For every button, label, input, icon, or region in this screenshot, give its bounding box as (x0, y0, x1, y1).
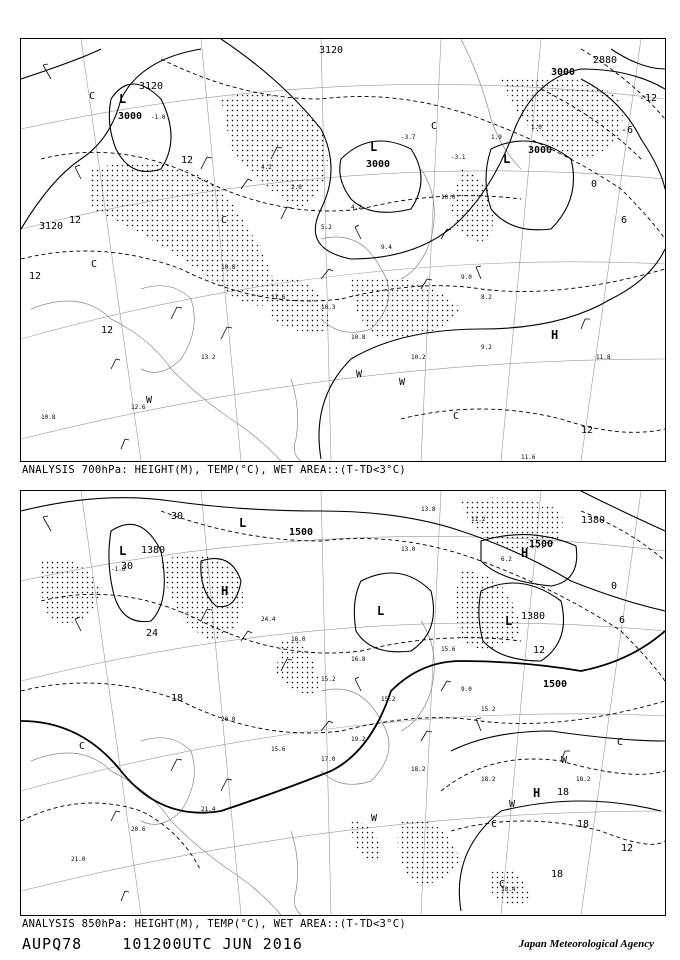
low-marker: L (503, 152, 511, 166)
cold-marker: C (221, 215, 228, 226)
temp-label: 30 (121, 561, 134, 572)
cold-marker: C (453, 411, 460, 422)
temp-label: 12 (581, 425, 594, 436)
height-label: 2880 (593, 55, 618, 66)
low-marker: L (377, 604, 385, 618)
svg-text:1.9: 1.9 (491, 134, 502, 141)
temp-label: 18 (171, 693, 184, 704)
warm-marker: W (399, 377, 406, 388)
svg-text:15.2: 15.2 (481, 706, 496, 713)
high-marker: H (551, 328, 559, 342)
cold-marker: C (79, 741, 86, 752)
svg-text:10.8: 10.8 (221, 264, 236, 271)
svg-text:9.0: 9.0 (461, 274, 472, 281)
caption-850hpa: ANALYSIS 850hPa: HEIGHT(M), TEMP(°C), WET AREA::(T-TD<3°C) (22, 918, 407, 930)
svg-text:10.0: 10.0 (441, 194, 456, 201)
cold-marker: C (491, 819, 498, 830)
svg-text:13.2: 13.2 (201, 354, 216, 361)
svg-text:13.0: 13.0 (401, 546, 416, 553)
svg-text:18.0: 18.0 (291, 636, 306, 643)
temp-label: 12 (621, 843, 634, 854)
svg-text:24.4: 24.4 (261, 616, 276, 623)
svg-text:12.6: 12.6 (131, 404, 146, 411)
svg-text:9.4: 9.4 (381, 244, 392, 251)
latlon-grid (21, 491, 665, 915)
svg-text:11.8: 11.8 (596, 354, 611, 361)
high-marker: H (521, 546, 529, 560)
svg-text:18.2: 18.2 (411, 766, 426, 773)
height-label: 1380 (581, 515, 606, 526)
temp-label: 0 (611, 581, 618, 592)
warm-marker: W (146, 395, 153, 406)
temp-label: 12 (69, 215, 82, 226)
svg-text:-3.7: -3.7 (401, 134, 416, 141)
agency-name: Japan Meteorological Agency (518, 938, 654, 950)
svg-text:15.6: 15.6 (271, 746, 286, 753)
svg-text:9.0: 9.0 (461, 686, 472, 693)
svg-text:21.0: 21.0 (71, 856, 86, 863)
wet-areas (40, 498, 563, 905)
cold-marker: C (89, 91, 96, 102)
svg-text:-1.0: -1.0 (111, 566, 126, 573)
height-label: 3000 (551, 67, 576, 78)
temp-label: 12 (101, 325, 114, 336)
svg-text:-3.1: -3.1 (451, 154, 466, 161)
temp-label: -12 (639, 93, 658, 104)
temp-label: 12 (533, 645, 546, 656)
station-plots (71, 506, 591, 893)
svg-text:5.2: 5.2 (321, 224, 332, 231)
map-850hpa (21, 491, 665, 915)
chart-datetime: 101200UTC JUN 2016 (122, 935, 303, 953)
height-contours (21, 491, 665, 911)
svg-text:1.0: 1.0 (531, 124, 542, 131)
warm-marker: W (356, 369, 363, 380)
low-marker: L (370, 140, 378, 154)
temp-label: 12 (181, 155, 194, 166)
height-label: 3000 (366, 159, 391, 170)
svg-text:15.2: 15.2 (381, 696, 396, 703)
svg-text:-1.0: -1.0 (151, 114, 166, 121)
height-label: 3120 (139, 81, 164, 92)
svg-text:15.2: 15.2 (321, 676, 336, 683)
svg-text:10.3: 10.3 (321, 304, 336, 311)
svg-text:17.0: 17.0 (321, 756, 336, 763)
svg-text:15.6: 15.6 (441, 646, 456, 653)
warm-marker: W (371, 813, 378, 824)
high-marker: H (533, 786, 541, 800)
temp-label: 24 (146, 628, 159, 639)
chart-700hpa (20, 38, 666, 462)
temp-label: 0 (591, 179, 598, 190)
height-label: 3120 (39, 221, 64, 232)
warm-marker: W (561, 755, 568, 766)
height-label: 1500 (289, 527, 314, 538)
height-label: 1380 (521, 611, 546, 622)
low-marker: L (119, 92, 127, 106)
height-label: 3000 (528, 145, 553, 156)
cold-marker: C (617, 737, 624, 748)
temp-label: -6 (621, 125, 634, 136)
low-marker: L (239, 516, 247, 530)
svg-text:11.2: 11.2 (471, 516, 486, 523)
svg-text:11.6: 11.6 (521, 454, 536, 461)
isotherms (21, 511, 665, 871)
height-label: 3120 (319, 45, 344, 56)
temp-label: 18 (557, 787, 570, 798)
svg-text:20.0: 20.0 (221, 716, 236, 723)
svg-text:20.6: 20.6 (131, 826, 146, 833)
svg-text:18.2: 18.2 (481, 776, 496, 783)
svg-text:10.8: 10.8 (41, 414, 56, 421)
svg-text:21.4: 21.4 (201, 806, 216, 813)
caption-700hpa: ANALYSIS 700hPa: HEIGHT(M), TEMP(°C), WET AREA::(T-TD<3°C) (22, 464, 407, 476)
height-label: 1500 (529, 539, 554, 550)
temp-label: 6 (619, 615, 626, 626)
svg-text:19.2: 19.2 (351, 736, 366, 743)
temp-label: 18 (551, 869, 564, 880)
thermal-markers (79, 737, 623, 890)
high-marker: H (221, 584, 229, 598)
svg-text:13.8: 13.8 (421, 506, 436, 513)
svg-text:9.2: 9.2 (481, 344, 492, 351)
cold-marker: C (91, 259, 98, 270)
temp-label: 18 (577, 819, 590, 830)
svg-text:11.6: 11.6 (271, 294, 286, 301)
cold-marker: C (499, 879, 506, 890)
temp-label: 12 (29, 271, 42, 282)
map-700hpa (21, 39, 665, 461)
height-label: 1500 (543, 679, 568, 690)
svg-text:18.4: 18.4 (501, 886, 516, 893)
svg-text:4.2: 4.2 (351, 204, 362, 211)
svg-text:16.8: 16.8 (351, 656, 366, 663)
temp-label: 30 (171, 511, 184, 522)
chart-code-datetime (22, 935, 303, 953)
height-label: 3000 (118, 111, 143, 122)
chart-850hpa (20, 490, 666, 916)
svg-text:6.2: 6.2 (501, 556, 512, 563)
svg-text:4.2: 4.2 (261, 164, 272, 171)
svg-text:8.2: 8.2 (481, 294, 492, 301)
svg-text:2.0: 2.0 (291, 184, 302, 191)
svg-text:18.2: 18.2 (576, 776, 591, 783)
chart-code: AUPQ78 (22, 935, 83, 953)
svg-text:10.2: 10.2 (411, 354, 426, 361)
height-label: 1380 (141, 545, 166, 556)
svg-text:10.8: 10.8 (351, 334, 366, 341)
cold-marker: C (431, 121, 438, 132)
temp-label: 6 (621, 215, 628, 226)
coastlines (31, 621, 434, 915)
low-marker: L (505, 614, 513, 628)
warm-marker: W (509, 799, 516, 810)
low-marker: L (119, 544, 127, 558)
